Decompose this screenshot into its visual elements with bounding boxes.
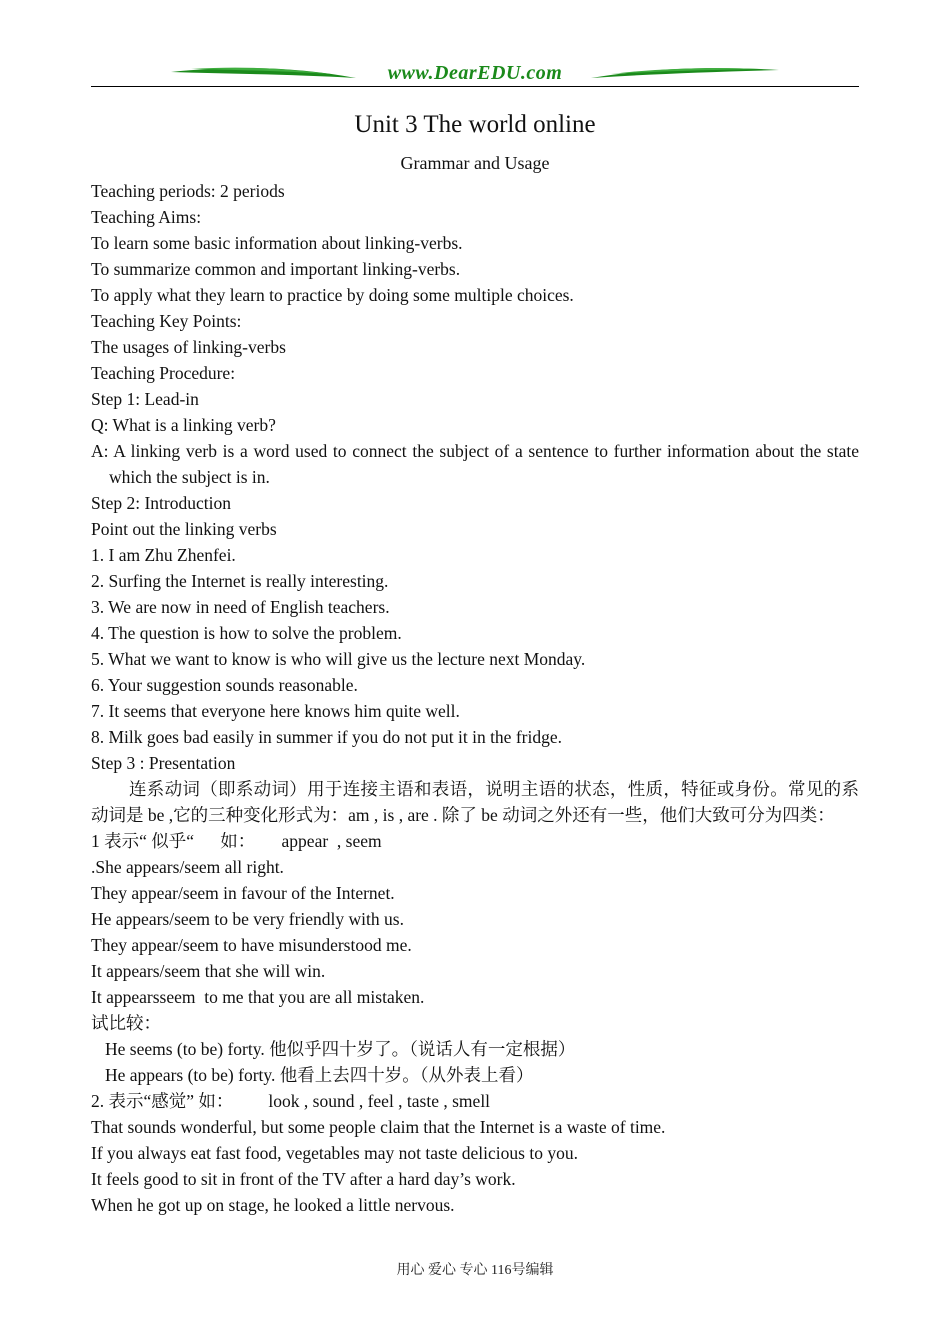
list-item: 3. We are now in need of English teachers. [91,597,390,617]
list-item: 8. Milk goes bad easily in summer if you do not put it in the fridge. [91,727,562,747]
list-item: 5. What we want to know is who will give us the lecture next Monday. [91,649,586,669]
text-line: To apply what they learn to practice by doing some multiple choices. [91,285,574,305]
text-line: Step 3 : Presentation [91,753,236,773]
text-line: Point out the linking verbs [91,519,277,539]
text-line: 试比较： [91,1013,161,1033]
list-item: 1. I am Zhu Zhenfei. [91,545,236,565]
example-sentence: It appearsseem to me that you are all mistaken. [91,987,425,1007]
example-sentence: That sounds wonderful, but some people claim that the Internet is a waste of time. [91,1117,666,1137]
text-line: Teaching Procedure: [91,363,236,383]
example-sentence: When he got up on stage, he looked a little nervous. [91,1195,455,1215]
example-sentence: He appears (to be) forty. 他看上去四十岁。（从外表上看） [105,1065,534,1085]
page-footer: 用心 爱心 专心 116号编辑 [396,1263,554,1278]
example-sentence: It appears/seem that she will win. [91,961,326,981]
list-item: 2. Surfing the Internet is really interesting. [91,571,389,591]
text-line: Step 2: Introduction [91,493,231,513]
text-line: 1 表示“ 似乎“ 如： appear , seem [91,831,382,851]
document-body [91,178,859,1218]
example-sentence: .She appears/seem all right. [91,857,284,877]
list-item: 4. The question is how to solve the problem. [91,623,402,643]
text-line: To summarize common and important linking-verbs. [91,259,461,279]
answer-paragraph: A: A linking verb is a word used to connect the subject of a sentence to further information about the state which the subject is in. [91,441,859,487]
example-sentence: He appears/seem to be very friendly with us. [91,909,404,929]
page-header [91,60,859,90]
text-line: Step 1: Lead-in [91,389,199,409]
chinese-paragraph: 连系动词（即系动词）用于连接主语和表语，说明主语的状态，性质，特征或身份。常见的系动词是 be ,它的三种变化形式为：am , is , are . 除了 be 动词之外还有一些，他们大致可分为四类： [91,779,859,825]
example-sentence: If you always eat fast food, vegetables may not taste delicious to you. [91,1143,578,1163]
example-sentence: They appear/seem in favour of the Internet. [91,883,395,903]
text-line: The usages of linking-verbs [91,337,286,357]
document-title: Unit 3 The world online [354,111,596,138]
example-sentence: They appear/seem to have misunderstood me. [91,935,412,955]
text-line: 2. 表示“感觉” 如： look , sound , feel , taste , smell [91,1091,491,1111]
document-subtitle: Grammar and Usage [400,153,550,173]
text-line: Teaching Aims: [91,207,202,227]
text-line: Teaching periods: 2 periods [91,181,285,201]
header-divider [91,86,859,87]
example-sentence: It feels good to sit in front of the TV after a hard day’s work. [91,1169,516,1189]
site-logo: www.DearEDU.com [387,62,563,84]
example-sentence: He seems (to be) forty. 他似乎四十岁了。（说话人有一定根据） [105,1039,576,1059]
text-line: Teaching Key Points: [91,311,242,331]
list-item: 6. Your suggestion sounds reasonable. [91,675,358,695]
text-line: Q: What is a linking verb? [91,415,276,435]
text-line: To learn some basic information about linking-verbs. [91,233,463,253]
list-item: 7. It seems that everyone here knows him quite well. [91,701,460,721]
